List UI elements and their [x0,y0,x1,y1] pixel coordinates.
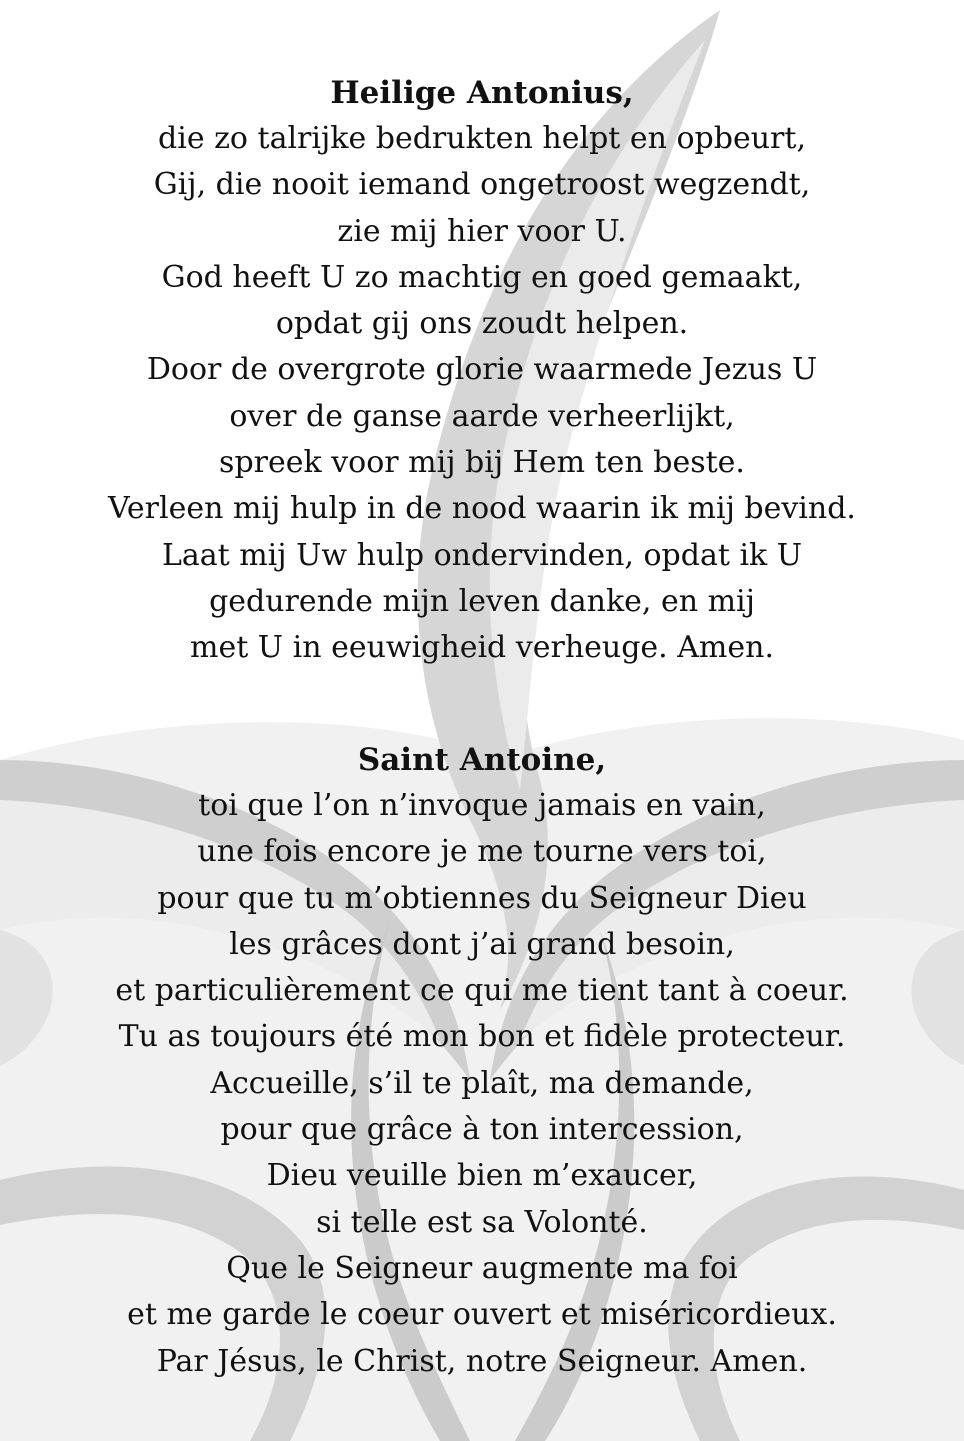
prayer-line: Laat mij Uw hulp ondervinden, opdat ik U [161,537,803,573]
prayer-line: Door de overgrote glorie waarmede Jezus U [146,352,818,388]
prayer-line: toi que l’on n’invoque jamais en vain, [198,788,766,823]
prayer-line: Tu as toujours été mon bon et fidèle protecteur. [118,1019,846,1055]
prayer-line: zie mij hier voor U. [337,213,627,249]
prayer-line: les grâces dont j’ai grand besoin, [229,926,735,962]
dutch-prayer [0,70,964,672]
prayer-line: et particulièrement ce qui me tient tant à coeur. [115,973,849,1009]
dutch-prayer-title: Heilige Antonius, [330,75,634,111]
prayer-line: si telle est sa Volonté. [316,1204,648,1240]
prayer-line: une fois encore je me tourne vers toi, [197,834,767,870]
prayer-line: met U in eeuwigheid verheuge. Amen. [190,630,774,666]
prayer-line: Gij, die nooit iemand ongetroost wegzendt, [153,167,811,203]
prayer-line: die zo talrijke bedrukten helpt en opbeurt, [158,121,806,156]
prayer-line: Accueille, s’il te plaît, ma demande, [210,1065,754,1101]
prayer-line: Verleen mij hulp in de nood waarin ik mij bevind. [108,491,856,527]
prayer-line: pour que grâce à ton intercession, [220,1112,744,1148]
prayer-line: Que le Seigneur augmente ma foi [226,1250,738,1286]
prayer-line: pour que tu m’obtiennes du Seigneur Dieu [157,880,807,916]
prayer-line: Par Jésus, le Christ, notre Seigneur. Amen. [156,1343,808,1379]
prayer-line: et me garde le coeur ouvert et miséricordieux. [127,1297,837,1333]
prayer-line: spreek voor mij bij Hem ten beste. [219,445,745,481]
prayer-line: God heeft U zo machtig en goed gemaakt, [161,259,803,295]
prayer-line: Dieu veuille bien m’exaucer, [266,1158,698,1194]
prayer-line: gedurende mijn leven danke, en mij [209,583,755,619]
prayer-line: over de ganse aarde verheerlijkt, [229,398,735,434]
french-prayer-title: Saint Antoine, [357,742,607,778]
french-prayer [0,737,964,1385]
prayer-line: opdat gij ons zoudt helpen. [275,306,689,342]
